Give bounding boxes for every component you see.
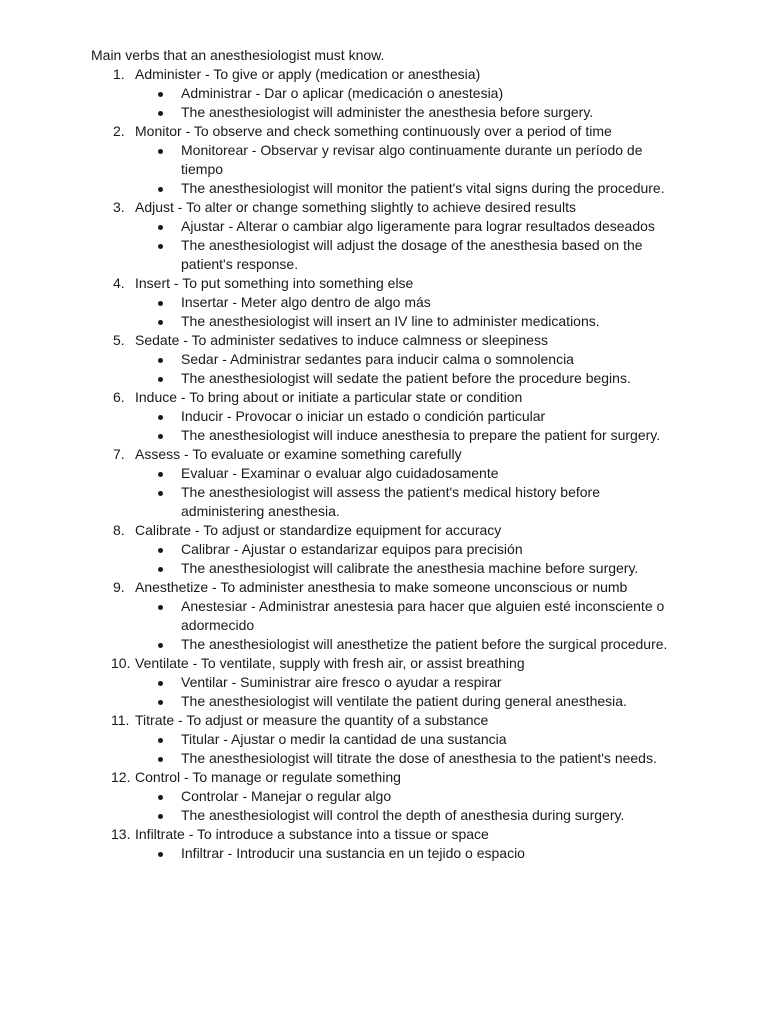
bullet-icon — [158, 377, 163, 382]
verb-definition — [0, 521, 768, 540]
verb-definition — [0, 578, 768, 597]
verb-item — [0, 122, 768, 198]
verb-text: Ventilate - To ventilate, supply with fresh air, or assist breathing — [135, 655, 525, 671]
verb-item — [0, 768, 768, 825]
bullet-icon — [158, 92, 163, 97]
spanish-translation — [0, 293, 681, 312]
spanish-translation — [0, 540, 681, 559]
bullet-icon — [158, 567, 163, 572]
spanish-translation — [0, 350, 681, 369]
bullet-icon — [158, 681, 163, 686]
spanish-translation-text: Titular - Ajustar o medir la cantidad de una sustancia — [181, 731, 507, 747]
item-number: 1. — [113, 66, 125, 82]
item-number: 4. — [113, 275, 125, 291]
example-sentence-text: The anesthesiologist will insert an IV line to administer medications. — [181, 313, 600, 329]
example-sentence-text: The anesthesiologist will titrate the dose of anesthesia to the patient's needs. — [181, 750, 657, 766]
verb-item — [0, 198, 768, 274]
item-number: 13. — [111, 826, 131, 842]
verb-item — [0, 521, 768, 578]
bullet-icon — [158, 434, 163, 439]
verb-details — [0, 540, 768, 578]
verb-definition — [0, 388, 768, 407]
bullet-icon — [158, 700, 163, 705]
verb-definition — [0, 122, 768, 141]
bullet-icon — [158, 795, 163, 800]
bullet-icon — [158, 244, 163, 249]
bullet-icon — [158, 187, 163, 192]
bullet-icon — [158, 738, 163, 743]
bullet-icon — [158, 643, 163, 648]
example-sentence-text: The anesthesiologist will calibrate the anesthesia machine before surgery. — [181, 560, 639, 576]
example-sentence-text: The anesthesiologist will induce anesthesia to prepare the patient for surgery. — [181, 427, 661, 443]
verb-details — [0, 293, 768, 331]
spanish-translation-text: Ajustar - Alterar o cambiar algo ligeramente para lograr resultados deseados — [181, 218, 655, 234]
bullet-icon — [158, 301, 163, 306]
bullet-icon — [158, 111, 163, 116]
verb-details — [0, 844, 768, 863]
verb-details — [0, 464, 768, 521]
verb-item — [0, 445, 768, 521]
example-sentence — [0, 103, 681, 122]
verb-details — [0, 350, 768, 388]
item-number: 3. — [113, 199, 125, 215]
spanish-translation — [0, 673, 681, 692]
verb-details — [0, 730, 768, 768]
bullet-icon — [158, 491, 163, 496]
item-number: 7. — [113, 446, 125, 462]
bullet-icon — [158, 415, 163, 420]
verb-text: Anesthetize - To administer anesthesia to make someone unconscious or numb — [135, 579, 628, 595]
example-sentence — [0, 179, 681, 198]
item-number: 9. — [113, 579, 125, 595]
spanish-translation — [0, 844, 681, 863]
spanish-translation-text: Controlar - Manejar o regular algo — [181, 788, 392, 804]
verb-text: Calibrate - To adjust or standardize equipment for accuracy — [135, 522, 502, 538]
verb-text: Insert - To put something into something else — [135, 275, 414, 291]
spanish-translation — [0, 787, 681, 806]
verb-definition — [0, 331, 768, 350]
spanish-translation — [0, 84, 681, 103]
example-sentence — [0, 426, 681, 445]
spanish-translation-text: Calibrar - Ajustar o estandarizar equipos para precisión — [181, 541, 523, 557]
verb-item — [0, 65, 768, 122]
verb-text: Adjust - To alter or change something slightly to achieve desired results — [135, 199, 576, 215]
example-sentence — [0, 312, 681, 331]
verb-list — [0, 65, 768, 863]
spanish-translation-text: Administrar - Dar o aplicar (medicación o anestesia) — [181, 85, 504, 101]
verb-definition — [0, 198, 768, 217]
bullet-icon — [158, 225, 163, 230]
bullet-icon — [158, 149, 163, 154]
example-sentence-text: The anesthesiologist will monitor the patient's vital signs during the procedure. — [181, 180, 665, 196]
verb-text: Assess - To evaluate or examine something carefully — [135, 446, 462, 462]
spanish-translation-text: Inducir - Provocar o iniciar un estado o condición particular — [181, 408, 546, 424]
example-sentence — [0, 483, 681, 521]
document-heading: Main verbs that an anesthesiologist must know. — [91, 47, 385, 63]
verb-item — [0, 825, 768, 863]
example-sentence-text: The anesthesiologist will assess the patient's medical history before administering anesthesia. — [181, 484, 600, 519]
verb-item — [0, 578, 768, 654]
spanish-translation-text: Sedar - Administrar sedantes para inducir calma o somnolencia — [181, 351, 574, 367]
spanish-translation-text: Evaluar - Examinar o evaluar algo cuidadosamente — [181, 465, 499, 481]
verb-text: Sedate - To administer sedatives to induce calmness or sleepiness — [135, 332, 548, 348]
bullet-icon — [158, 548, 163, 553]
verb-definition — [0, 654, 768, 673]
example-sentence — [0, 692, 681, 711]
example-sentence-text: The anesthesiologist will control the depth of anesthesia during surgery. — [181, 807, 625, 823]
item-number: 5. — [113, 332, 125, 348]
spanish-translation-text: Anestesiar - Administrar anestesia para hacer que alguien esté inconsciente o adormecido — [181, 598, 665, 633]
bullet-icon — [158, 320, 163, 325]
verb-text: Administer - To give or apply (medication or anesthesia) — [135, 66, 481, 82]
example-sentence — [0, 559, 681, 578]
verb-item — [0, 654, 768, 711]
item-number: 2. — [113, 123, 125, 139]
verb-text: Infiltrate - To introduce a substance into a tissue or space — [135, 826, 489, 842]
verb-details — [0, 84, 768, 122]
verb-definition — [0, 768, 768, 787]
verb-text: Monitor - To observe and check something continuously over a period of time — [135, 123, 612, 139]
verb-details — [0, 787, 768, 825]
verb-definition — [0, 274, 768, 293]
verb-details — [0, 673, 768, 711]
spanish-translation-text: Insertar - Meter algo dentro de algo más — [181, 294, 431, 310]
verb-text: Titrate - To adjust or measure the quantity of a substance — [135, 712, 489, 728]
spanish-translation — [0, 217, 681, 236]
example-sentence — [0, 749, 681, 768]
bullet-icon — [158, 358, 163, 363]
verb-definition — [0, 65, 768, 84]
example-sentence-text: The anesthesiologist will administer the anesthesia before surgery. — [181, 104, 594, 120]
example-sentence — [0, 635, 681, 654]
verb-item — [0, 274, 768, 331]
spanish-translation — [0, 407, 681, 426]
spanish-translation-text: Infiltrar - Introducir una sustancia en un tejido o espacio — [181, 845, 525, 861]
verb-definition — [0, 711, 768, 730]
verb-details — [0, 141, 768, 198]
bullet-icon — [158, 472, 163, 477]
verb-item — [0, 331, 768, 388]
spanish-translation — [0, 464, 681, 483]
example-sentence — [0, 369, 681, 388]
verb-item — [0, 711, 768, 768]
spanish-translation — [0, 141, 681, 179]
verb-text: Induce - To bring about or initiate a particular state or condition — [135, 389, 523, 405]
verb-details — [0, 597, 768, 654]
spanish-translation-text: Ventilar - Suministrar aire fresco o ayudar a respirar — [181, 674, 502, 690]
example-sentence-text: The anesthesiologist will adjust the dosage of the anesthesia based on the patient's response. — [181, 237, 643, 272]
example-sentence-text: The anesthesiologist will sedate the patient before the procedure begins. — [181, 370, 631, 386]
verb-item — [0, 388, 768, 445]
spanish-translation — [0, 730, 681, 749]
bullet-icon — [158, 852, 163, 857]
example-sentence — [0, 806, 681, 825]
item-number: 12. — [111, 769, 131, 785]
verb-text: Control - To manage or regulate something — [135, 769, 401, 785]
bullet-icon — [158, 814, 163, 819]
item-number: 8. — [113, 522, 125, 538]
spanish-translation-text: Monitorear - Observar y revisar algo continuamente durante un período de tiempo — [181, 142, 643, 177]
bullet-icon — [158, 757, 163, 762]
item-number: 6. — [113, 389, 125, 405]
example-sentence — [0, 236, 681, 274]
item-number: 10. — [111, 655, 131, 671]
verb-definition — [0, 825, 768, 844]
verb-details — [0, 217, 768, 274]
bullet-icon — [158, 605, 163, 610]
item-number: 11. — [111, 712, 130, 728]
spanish-translation — [0, 597, 681, 635]
example-sentence-text: The anesthesiologist will ventilate the patient during general anesthesia. — [181, 693, 627, 709]
example-sentence-text: The anesthesiologist will anesthetize the patient before the surgical procedure. — [181, 636, 668, 652]
verb-definition — [0, 445, 768, 464]
verb-details — [0, 407, 768, 445]
